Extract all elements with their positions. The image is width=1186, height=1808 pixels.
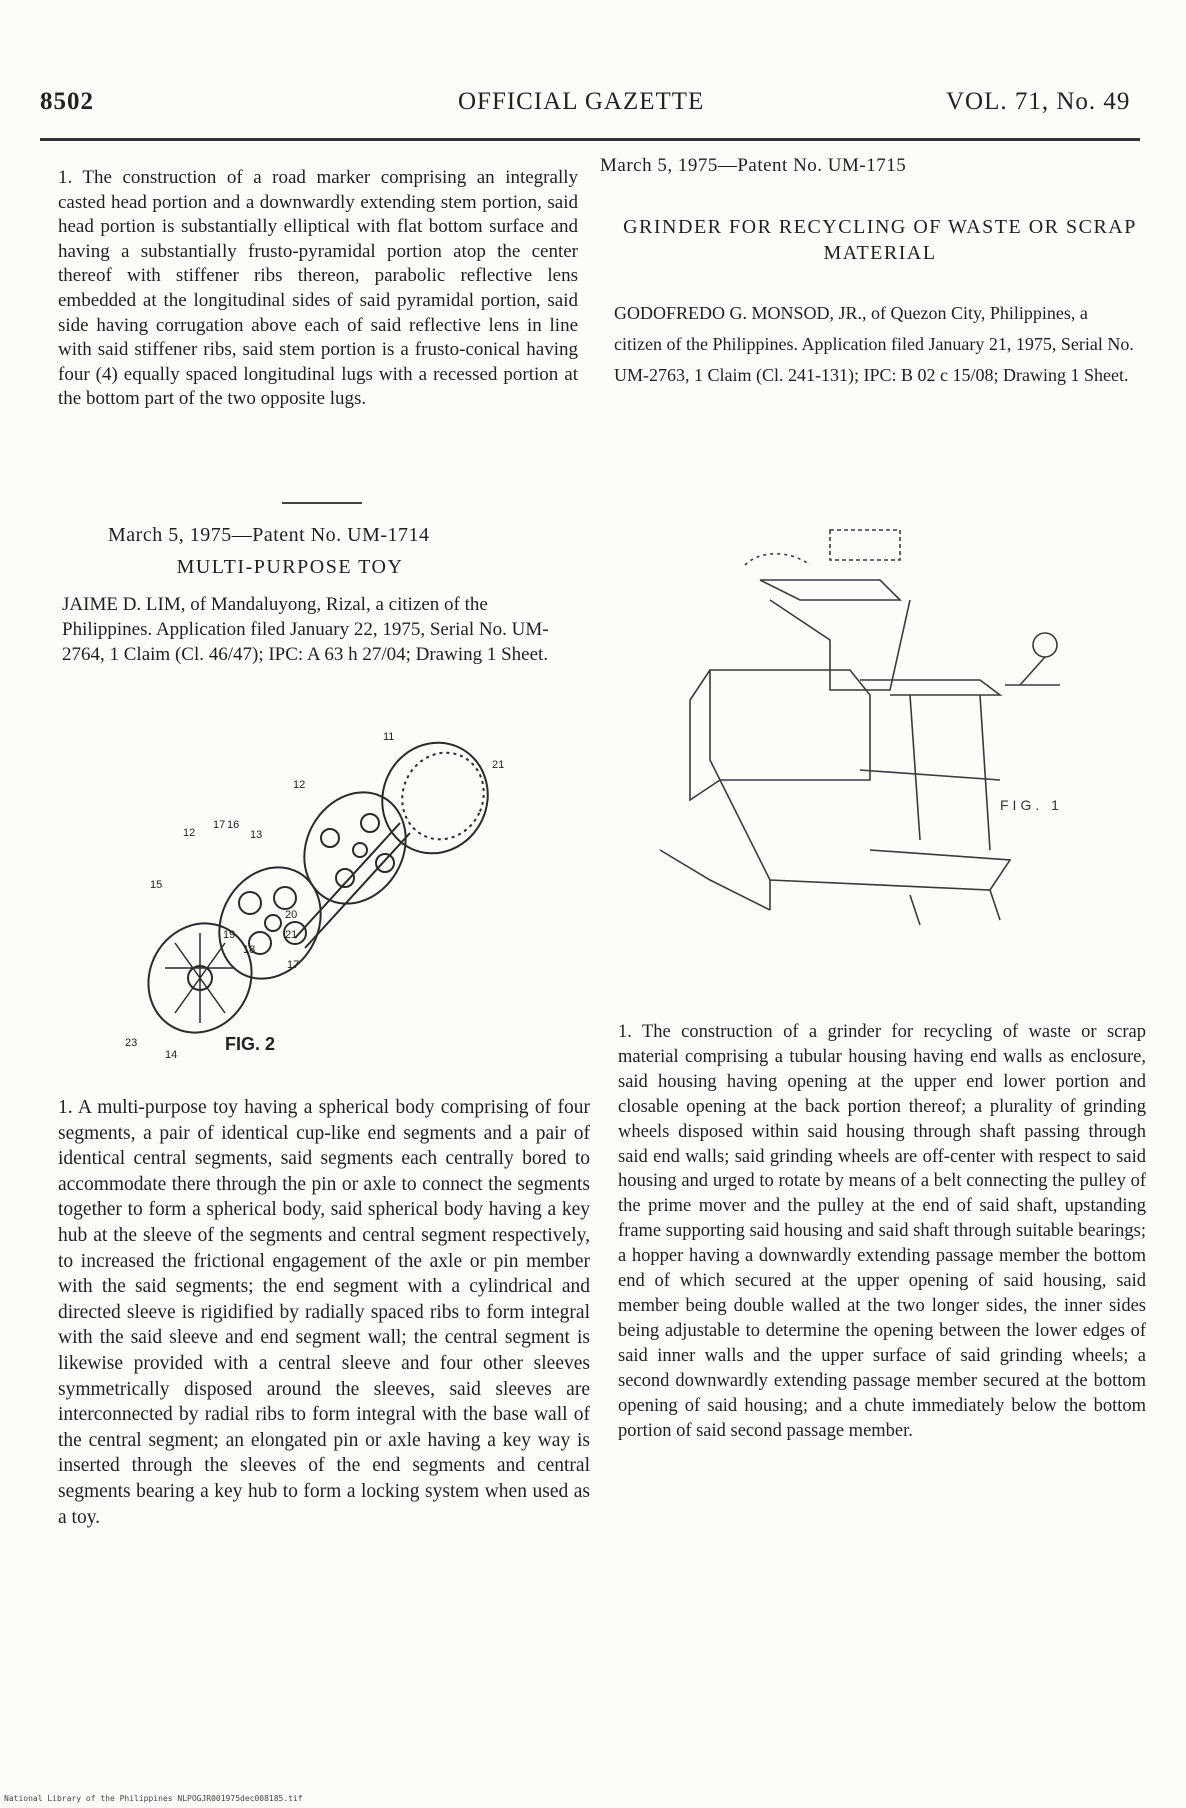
toy-claim-text: 1. A multi-purpose toy having a spherical body comprising of four segments, a pair of identical cup-like end segments and a pair of identical central segments, said segments each centrally bored to accommodate there through the pin or axle to connect the segments together to form a spherical body, said spherical body having a key hub at the sleeve of the segments and central segment respectively, to increased the frictional engagement of the axle or pin member with the said segments; the end segment with a cylindrical and directed sleeve is rigidified by radially spaced ribs to form integral with the said sleeve and end segment wall; the central segment is likewise provided with a central sleeve and four other sleeves symmetrically disposed around the sleeves, said sleeves are interconnected by radial ribs to form integral with the base wall of the central segment; an elongated pin or axle having a key way is inserted through the sleeves of the end segments and central segments bearing a key hub to form a locking system when used as a toy. (58, 1097, 590, 1528)
fig2-label-21b: 21 (285, 929, 298, 941)
fig2-label-17b: 17 (287, 959, 300, 971)
patent-line-um1715: March 5, 1975—Patent No. UM-1715 (600, 155, 907, 176)
applicant-name: GODOFREDO G. MONSOD, JR., (614, 303, 867, 323)
road-marker-claim-text: 1. The construction of a road marker comprising an integrally casted head portion and a downwardly extending stem portion, said head portion is substantially elliptical with flat bottom surface and having a substantially frusto-pyramidal portion atop the center thereof with stiffener ribs thereon, parabolic reflective lens embedded at the longitudinal sides of said pyramidal portion, said side having corrugation above each of said reflective lens in line with said stiffener ribs, said stem portion is a frusto-conical having four (4) equally spaced longitudinal lugs with a recessed portion at the bottom part of the two opposite lugs. (58, 167, 578, 410)
applicant-block-grinder (614, 298, 1140, 391)
figure-2-toy-drawing (125, 728, 545, 1058)
fig2-label-13: 13 (250, 829, 263, 841)
fig2-caption: FIG. 2 (225, 1034, 276, 1054)
fig2-label-20: 20 (285, 909, 298, 921)
applicant-details: of Quezon City, Philippines, a citizen of the Philippines. Application filed January 21, 1975, Serial No. UM-2763, 1 Claim (Cl. 241-131); IPC: B 02 c 15/08; Drawing 1 Sheet. (614, 303, 1134, 385)
fig2-label-23: 23 (125, 1037, 138, 1049)
fig2-label-15: 15 (150, 879, 163, 891)
page-number: 8502 (40, 88, 94, 115)
fig2-label-19: 19 (223, 929, 236, 941)
patent-line-um1714: March 5, 1975—Patent No. UM-1714 (108, 524, 430, 546)
fig2-label-21: 21 (492, 759, 505, 771)
fig2-label-12: 12 (293, 779, 306, 791)
grinder-claim-text: 1. The construction of a grinder for recycling of waste or scrap material comprising a tubular housing having end walls as enclosure, said housing having opening at the upper end lower portion and closable opening at the back portion thereof; a plurality of grinding wheels disposed within said housing through shaft passing through said end walls; said grinding wheels are off-center with respect to said housing and urged to rotate by means of a belt connecting the pulley of the prime mover and the pulley at the end of said shaft, upstanding frame supporting said housing and said shaft through suitable bearings; a hopper having a downwardly extending passage member the bottom end of which secured at the upper opening of said housing, said member being double walled at the two longer sides, the inner sides being adjustable to determine the opening between the lower edges of said inner walls and the upper surface of said grinding wheels; a second downwardly extending passage member secured at the bottom opening of said housing; and a chute immediately below the bottom portion of said second passage member. (618, 1022, 1146, 1441)
fig2-label-17: 17 (213, 819, 226, 831)
applicant-block-toy (62, 592, 580, 667)
fig2-label-18: 18 (243, 944, 256, 956)
toy-claim (58, 1095, 590, 1530)
scan-source-stamp: National Library of the Philippines NLPOGJR001975dec008185.tif (4, 1794, 303, 1803)
grinder-claim (618, 1020, 1146, 1443)
applicant-details: of Mandaluyong, Rizal, a citizen of the Philippines. Application filed January 22, 1975, Serial No. UM-2764, 1 Claim (Cl. 46/47); IPC: A 63 h 27/04; Drawing 1 Sheet. (62, 594, 549, 665)
fig1-caption: FIG. 1 (1000, 797, 1063, 813)
volume-number: VOL. 71, No. 49 (946, 88, 1131, 115)
fig2-label-11: 11 (383, 731, 395, 743)
patent-title-grinder: GRINDER FOR RECYCLING OF WASTE OR SCRAP MATERIAL (623, 216, 1137, 264)
fig2-label-16: 16 (227, 819, 240, 831)
applicant-name: JAIME D. LIM, (62, 594, 186, 615)
publication-title: OFFICIAL GAZETTE (458, 88, 705, 115)
figure-1-grinder-drawing (650, 520, 1130, 940)
fig2-label-12b: 12 (183, 827, 196, 839)
road-marker-claim (58, 166, 578, 412)
header-rule (40, 138, 1140, 141)
section-divider (282, 502, 362, 504)
patent-title-toy: MULTI-PURPOSE TOY (176, 556, 404, 578)
fig2-label-14: 14 (165, 1049, 178, 1058)
